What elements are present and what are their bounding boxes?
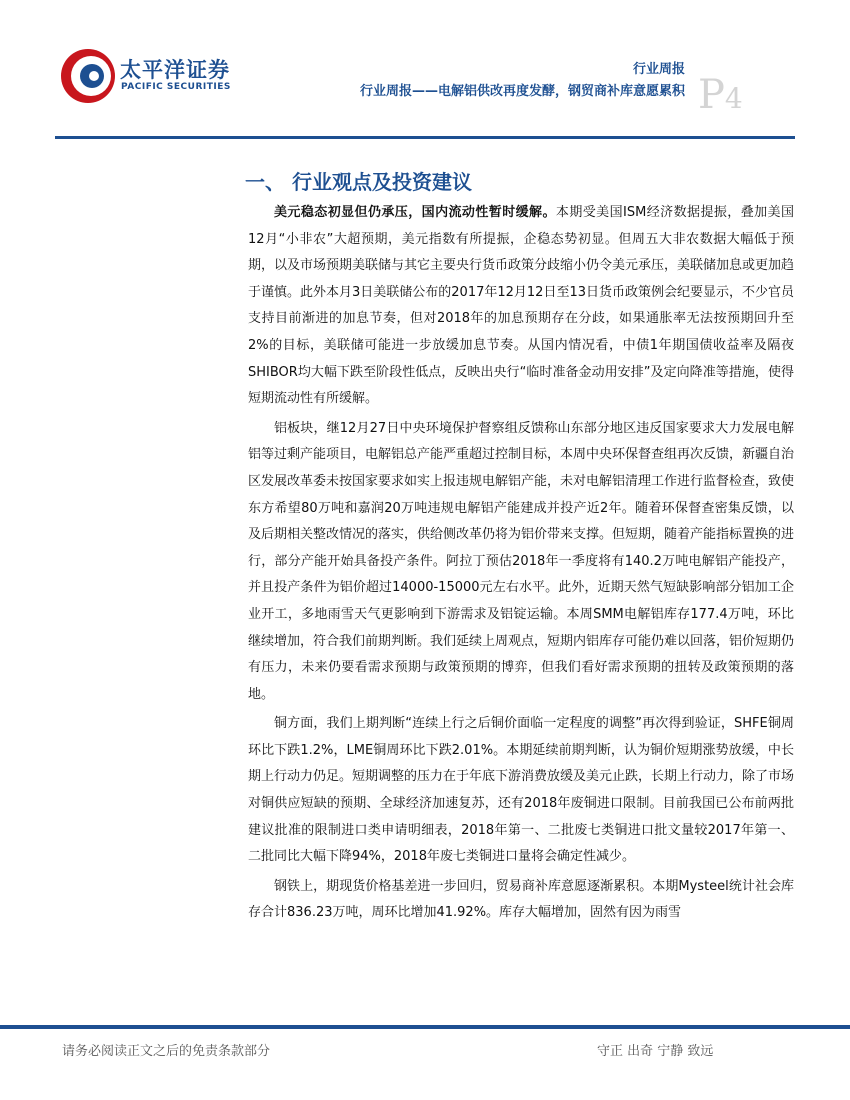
paragraph-copper	[248, 711, 794, 871]
footer-motto: 守正 出奇 宁静 致远	[597, 1044, 714, 1059]
body-text	[248, 200, 794, 930]
report-type-label: 行业周报	[632, 62, 685, 77]
paragraph-text: 铝板块，继12月27日中央环境保护督察组反馈称山东部分地区违反国家要求大力发展电解铝等过剩产能项目，电解铝总产能严重超过控制目标，本周中央环保督查组再次反馈，新疆自治区发展改革委未按国家要求如实上报违规电解铝产能，未对电解铝清理工作进行监督检查，致使东方希望80万吨和嘉润20万吨违规电解铝产能建成并投产近2年。随着环保督查密集反馈，以及后期相关整改情况的落实，供给侧改革仍将为铝价带来支撑。但短期，随着产能指标置换的进行，部分产能开始具备投产条件。阿拉丁预估2018年一季度将有140.2万吨电解铝产能投产，并且投产条件为铝价超过14000-15000元左右水平。此外，近期天然气短缺影响部分铝加工企业开工，多地雨雪天气更影响到下游需求及铝锭运输。本周SMM电解铝库存177.4万吨，环比继续增加，符合我们前期判断。我们延续上周观点，短期内铝库存可能仍难以回落，铝价短期仍有压力，未来仍要看需求预期与政策预期的博弈，但我们看好需求预期的扭转及政策预期的落地。	[248, 420, 795, 702]
footer-divider	[0, 1025, 850, 1029]
paragraph-steel	[248, 874, 794, 927]
pacific-securities-logo-icon	[58, 46, 118, 106]
paragraph-lead: 美元稳态初显但仍承压，国内流动性暂时缓解。	[274, 205, 556, 220]
paragraph-usd	[248, 200, 794, 413]
section-heading: 一、 行业观点及投资建议	[245, 170, 472, 194]
page-number-letter: P	[698, 72, 725, 118]
paragraph-text: 本期受美国ISM经济数据提振，叠加美国12月“小非农”大超预期，美元指数有所提振，企稳态势初显。但周五大非农数据大幅低于预期，以及市场预期美联储与其它主要央行货币政策分歧缩小仍令美元承压，美联储加息或更加趋于谨慎。此外本月3日美联储公布的2017年12月12日至13日货币政策例会纪要显示，不少官员支持目前渐进的加息节奏，但对2018年的加息预期存在分歧，如果通胀率无法按预期回升至2%的目标，美联储可能进一步放缓加息节奏。从国内情况看，中债1年期国债收益率及隔夜SHIBOR均大幅下跌至阶段性低点，反映出央行“临时准备金动用安排”及定向降准等措施，使得短期流动性有所缓解。	[248, 205, 795, 407]
page-number	[698, 72, 743, 118]
company-logo	[58, 46, 258, 106]
report-title: 行业周报——电解铝供改再度发酵，钢贸商补库意愿累积	[359, 84, 685, 99]
logo-chinese-name: 太平洋证券	[120, 58, 230, 82]
logo-english-name: PACIFIC SECURITIES	[121, 82, 231, 92]
header-divider	[55, 136, 795, 139]
paragraph-text: 钢铁上，期现货价格基差进一步回归，贸易商补库意愿逐渐累积。本期Mysteel统计社会库存合计836.23万吨，周环比增加41.92%。库存大幅增加，固然有因为雨雪	[248, 878, 794, 921]
page-number-digit: 4	[724, 82, 743, 115]
footer-disclaimer: 请务必阅读正文之后的免责条款部分	[62, 1044, 271, 1059]
paragraph-aluminum	[248, 416, 794, 709]
paragraph-text: 铜方面，我们上期判断“连续上行之后铜价面临一定程度的调整”再次得到验证，SHFE铜周环比下跌1.2%，LME铜周环比下跌2.01%。本期延续前期判断，认为铜价短期涨势放缓，中长期上行动力仍足。短期调整的压力在于年底下游消费放缓及美元止跌，长期上行动力，除了市场对铜供应短缺的预期、全球经济加速复苏，还有2018年废铜进口限制。目前我国已公布前两批建议批准的限制进口类申请明细表，2018年第一、二批废七类铜进口批文量较2017年第一、二批同比大幅下降94%，2018年废七类铜进口量将会确定性减少。	[248, 716, 795, 865]
